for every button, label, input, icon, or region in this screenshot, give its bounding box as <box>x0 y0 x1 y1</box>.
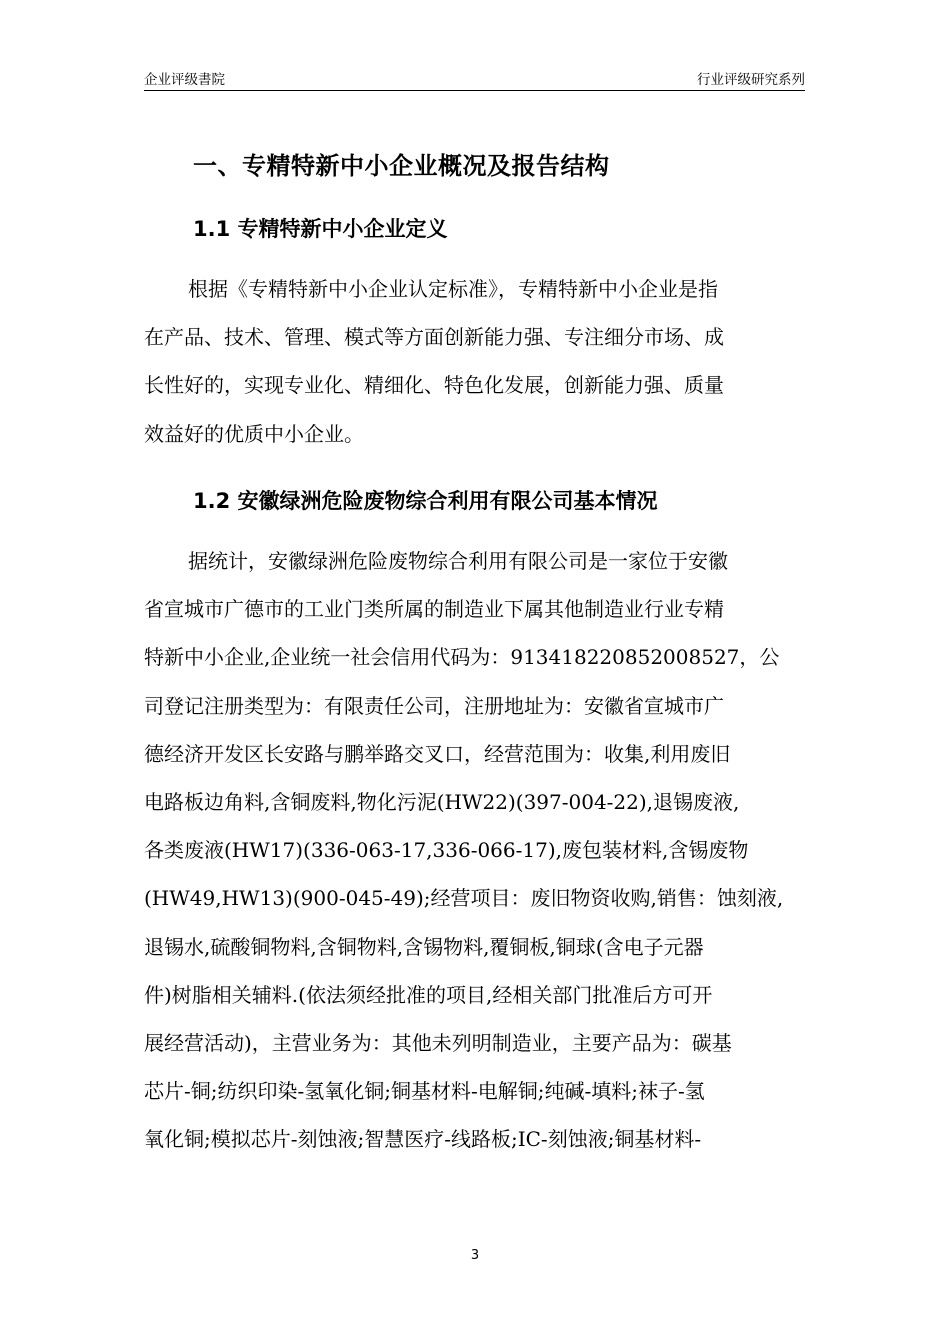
paragraph-line: 展经营活动)，主营业务为：其他未列明制造业，主要产品为：碳基 <box>144 1030 732 1055</box>
paragraph-line: 省宣城市广德市的工业门类所属的制造业下属其他制造业行业专精 <box>144 597 724 622</box>
paragraph-line: 据统计，安徽绿洲危险废物综合利用有限公司是一家位于安徽 <box>188 549 728 573</box>
paragraph-line: 效益好的优质中小企业。 <box>144 421 364 446</box>
paragraph-line: 氧化铜;模拟芯片-刻蚀液;智慧医疗-线路板;IC-刻蚀液;铜基材料- <box>144 1127 702 1152</box>
paragraph-line: 根据《专精特新中小企业认定标准》，专精特新中小企业是指 <box>188 277 718 301</box>
header-right-text: 行业评级研究系列 <box>697 72 805 88</box>
paragraph-line: 长性好的，实现专业化、精细化、特色化发展，创新能力强、质量 <box>144 373 724 398</box>
page-header <box>144 66 805 91</box>
paragraph-definition <box>144 274 808 467</box>
section-title: 一、专精特新中小企业概况及报告结构 <box>193 152 610 180</box>
paragraph-line: 德经济开发区长安路与鹏举路交叉口，经营范围为：收集,利用废旧 <box>144 741 731 766</box>
paragraph-company-info <box>144 546 808 1172</box>
paragraph-line: 芯片-铜;纺织印染-氢氧化铜;铜基材料-电解铜;纯碱-填料;袜子-氢 <box>144 1079 705 1104</box>
paragraph-line: 司登记注册类型为：有限责任公司，注册地址为：安徽省宣城市广 <box>144 693 724 718</box>
subsection-title-1-2: 1.2 安徽绿洲危险废物综合利用有限公司基本情况 <box>193 489 658 513</box>
paragraph-line: 件)树脂相关辅料.(依法须经批准的项目,经相关部门批准后方可开 <box>144 982 713 1007</box>
subsection-title-1-1: 1.1 专精特新中小企业定义 <box>193 217 448 241</box>
header-left-text: 企业评级書院 <box>144 72 225 88</box>
paragraph-line: (HW49,HW13)(900-045-49);经营项目：废旧物资收购,销售：蚀刻液, <box>144 886 784 911</box>
page-number: 3 <box>470 1248 480 1263</box>
paragraph-line: 电路板边角料,含铜废料,物化污泥(HW22)(397-004-22),退锡废液, <box>144 789 740 814</box>
paragraph-line: 各类废液(HW17)(336-063-17,336-066-17),废包装材料,含锡废物 <box>144 838 749 863</box>
paragraph-line: 在产品、技术、管理、模式等方面创新能力强、专注细分市场、成 <box>144 325 724 350</box>
paragraph-line: 退锡水,硫酸铜物料,含铜物料,含锡物料,覆铜板,铜球(含电子元器 <box>144 934 704 959</box>
paragraph-line: 特新中小企业,企业统一社会信用代码为：913418220852008527，公 <box>144 645 780 670</box>
